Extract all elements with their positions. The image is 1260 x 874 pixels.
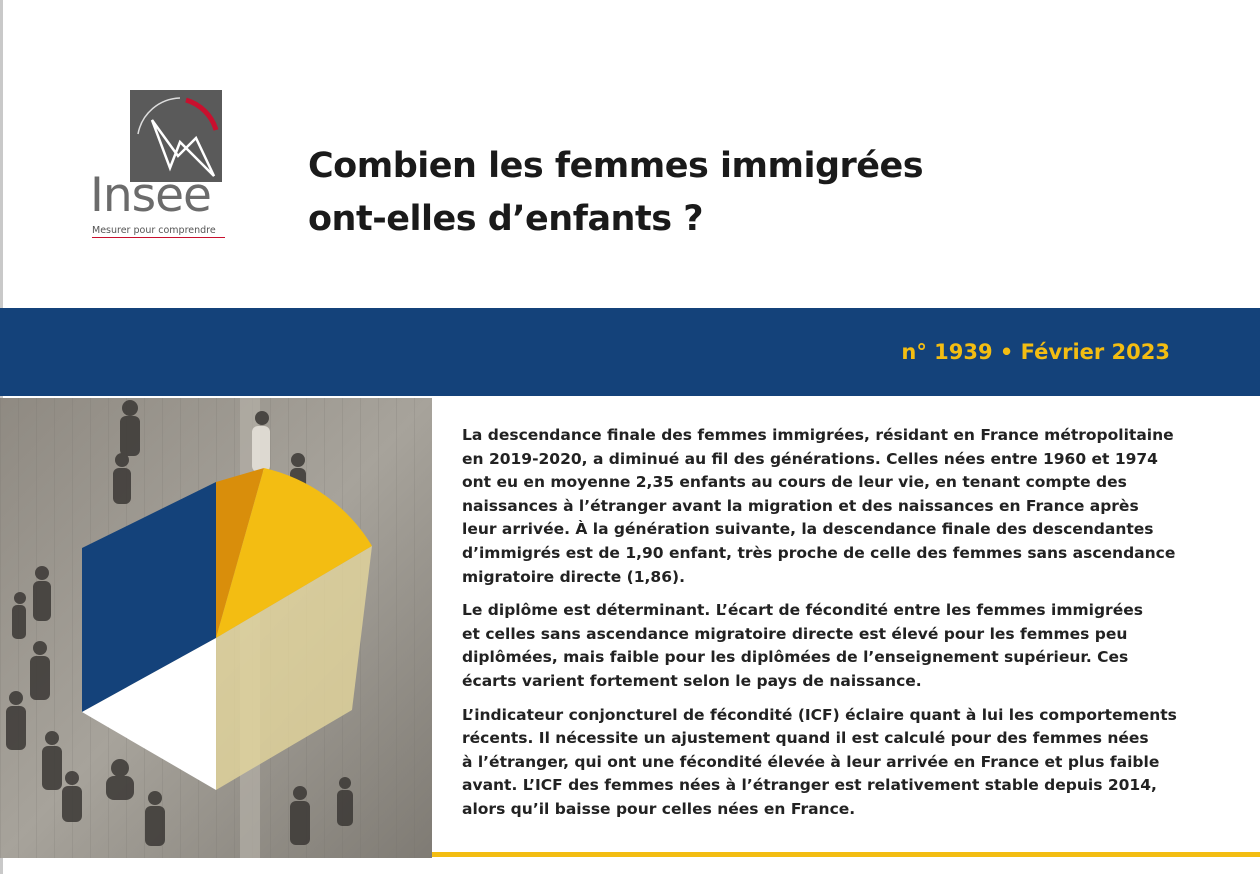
insee-logo[interactable] bbox=[90, 88, 225, 240]
abstract-paragraph bbox=[462, 704, 1192, 822]
issue-number-date: n° 1939 • Février 2023 bbox=[901, 340, 1170, 364]
bottom-accent-rule bbox=[432, 852, 1260, 857]
abstract-line: Le diplôme est déterminant. L’écart de fécondité entre les femmes immigrées bbox=[462, 601, 1143, 620]
abstract bbox=[462, 424, 1192, 832]
abstract-line: avant. L’ICF des femmes nées à l’étranger est relativement stable depuis 2014, bbox=[462, 776, 1157, 795]
abstract-line: alors qu’il baisse pour celles nées en France. bbox=[462, 799, 856, 818]
abstract-line: migratoire directe (1,86). bbox=[462, 567, 685, 586]
abstract-line: La descendance finale des femmes immigrées, résidant en France métropolitaine bbox=[462, 426, 1174, 444]
abstract-line: à l’étranger, qui ont une fécondité élevée à leur arrivée en France et plus faible bbox=[462, 752, 1160, 771]
abstract-line: L’indicateur conjoncturel de fécondité (ICF) éclaire quant à lui les comportements bbox=[462, 705, 1177, 724]
abstract-line: récents. Il nécessite un ajustement quand il est calculé pour des femmes nées bbox=[462, 729, 1149, 748]
abstract-line: d’immigrés est de 1,90 enfant, très proche de celle des femmes sans ascendance bbox=[462, 543, 1176, 562]
page-title bbox=[308, 140, 1128, 246]
abstract-line: naissances à l’étranger avant la migration et des naissances en France après bbox=[462, 496, 1139, 515]
abstract-line: écarts varient fortement selon le pays de naissance. bbox=[462, 671, 922, 690]
abstract-line: leur arrivée. À la génération suivante, la descendance finale des descendantes bbox=[462, 520, 1154, 539]
abstract-paragraph bbox=[462, 599, 1192, 693]
abstract-paragraph bbox=[462, 424, 1192, 589]
abstract-line: en 2019-2020, a diminué au fil des générations. Celles nées entre 1960 et 1974 bbox=[462, 449, 1158, 468]
insee-wordmark: Insee bbox=[90, 168, 211, 223]
cover-illustration bbox=[0, 398, 432, 858]
abstract-line: ont eu en moyenne 2,35 enfants au cours de leur vie, en tenant compte des bbox=[462, 473, 1127, 492]
abstract-line: et celles sans ascendance migratoire directe est élevé pour les femmes peu bbox=[462, 624, 1128, 643]
insee-tagline: Mesurer pour comprendre bbox=[92, 225, 225, 238]
hexagon-crowd-illustration-icon bbox=[0, 398, 432, 858]
issue-band bbox=[0, 308, 1260, 396]
title-line: Combien les femmes immigrées bbox=[308, 146, 924, 186]
title-line: ont-elles d’enfants ? bbox=[308, 199, 704, 239]
abstract-line: diplômées, mais faible pour les diplômées de l’enseignement supérieur. Ces bbox=[462, 648, 1129, 667]
